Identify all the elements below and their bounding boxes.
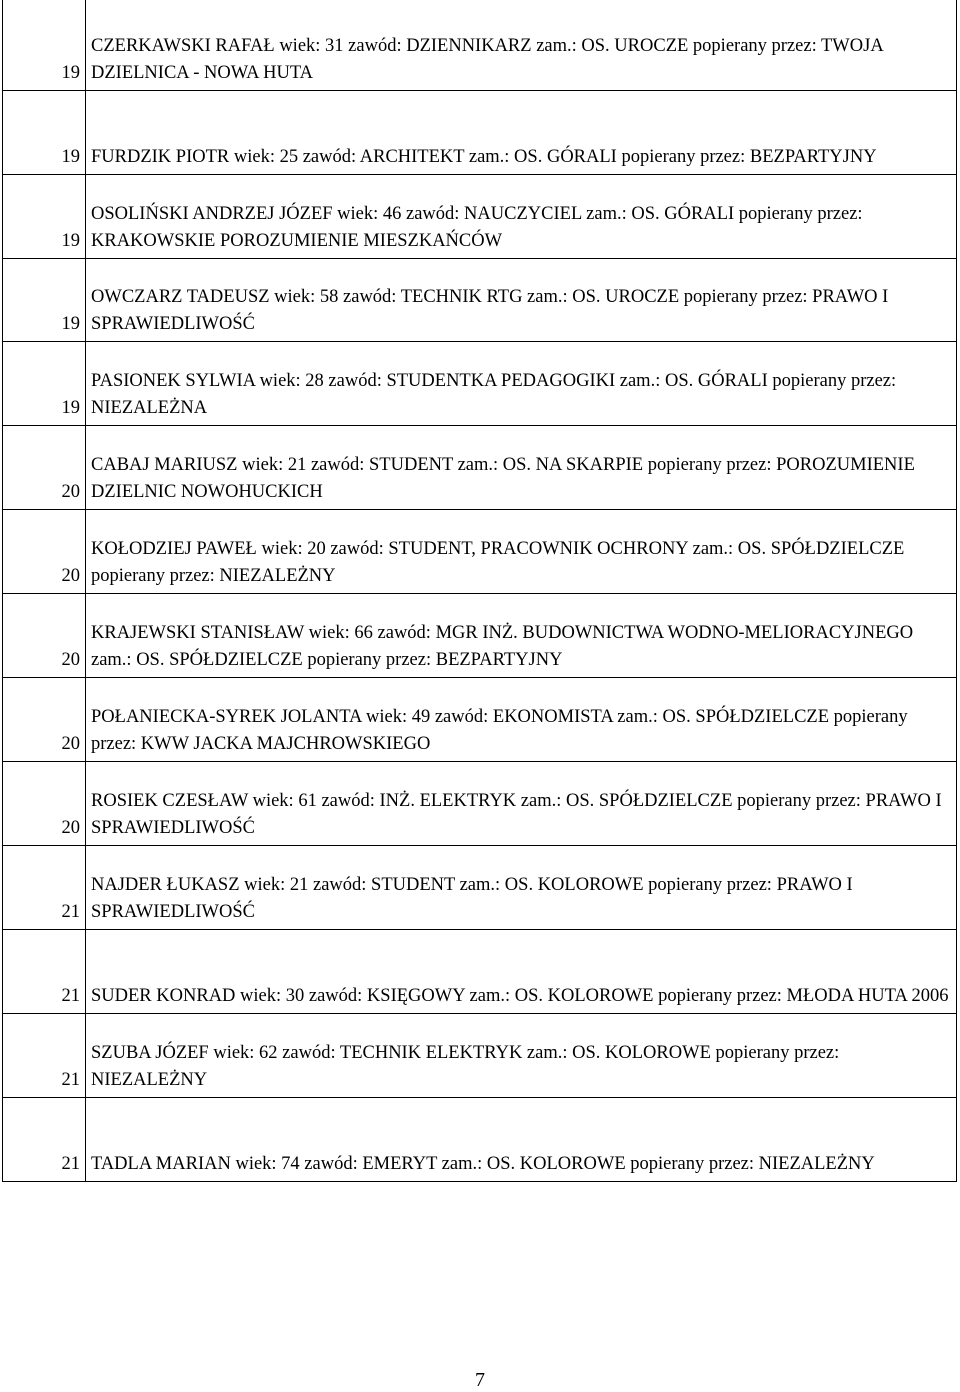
candidate-text: SUDER KONRAD wiek: 30 zawód: KSIĘGOWY zam.: OS. KOLOROWE popierany przez: MŁODA HUTA 2006	[91, 985, 949, 1006]
district-number: 21	[3, 1013, 86, 1097]
district-number: 20	[3, 425, 86, 509]
table-row	[3, 174, 957, 258]
candidate-text: TADLA MARIAN wiek: 74 zawód: EMERYT zam.: OS. KOLOROWE popierany przez: NIEZALEŻNY	[91, 1153, 875, 1174]
candidate-text: KRAJEWSKI STANISŁAW wiek: 66 zawód: MGR INŻ. BUDOWNICTWA WODNO-MELIORACYJNEGO zam.: OS. SPÓŁDZIELCZE popierany przez: BEZPARTYJNY	[91, 622, 914, 670]
table-row	[3, 593, 957, 677]
candidate-description	[86, 258, 957, 341]
candidate-description	[86, 174, 957, 258]
candidate-description	[86, 845, 957, 929]
candidate-description	[86, 761, 957, 845]
candidate-description	[86, 90, 957, 174]
district-number: 19	[3, 0, 86, 90]
page-number: 7	[475, 1369, 485, 1391]
table-row	[3, 1013, 957, 1097]
candidate-text: POŁANIECKA-SYREK JOLANTA wiek: 49 zawód: EKONOMISTA zam.: OS. SPÓŁDZIELCZE popierany przez: KWW JACKA MAJCHROWSKIEGO	[91, 706, 908, 754]
candidate-description	[86, 0, 957, 90]
district-number: 20	[3, 593, 86, 677]
candidate-text: ROSIEK CZESŁAW wiek: 61 zawód: INŻ. ELEKTRYK zam.: OS. SPÓŁDZIELCZE popierany przez: PRAWO I SPRAWIEDLIWOŚĆ	[91, 790, 942, 838]
table-row	[3, 509, 957, 593]
table-row	[3, 677, 957, 761]
district-number: 19	[3, 258, 86, 341]
candidate-text: KOŁODZIEJ PAWEŁ wiek: 20 zawód: STUDENT, PRACOWNIK OCHRONY zam.: OS. SPÓŁDZIELCZE popierany przez: NIEZALEŻNY	[91, 538, 905, 586]
district-number: 19	[3, 174, 86, 258]
candidate-description	[86, 677, 957, 761]
candidate-description	[86, 425, 957, 509]
district-number: 19	[3, 341, 86, 425]
district-number: 20	[3, 677, 86, 761]
district-number: 19	[3, 90, 86, 174]
candidate-text: CZERKAWSKI RAFAŁ wiek: 31 zawód: DZIENNIKARZ zam.: OS. UROCZE popierany przez: TWOJA DZIELNICA - NOWA HUTA	[91, 35, 883, 83]
district-number: 20	[3, 761, 86, 845]
candidate-table	[2, 0, 957, 1182]
table-row	[3, 1097, 957, 1181]
candidate-text: NAJDER ŁUKASZ wiek: 21 zawód: STUDENT zam.: OS. KOLOROWE popierany przez: PRAWO I SPRAWIEDLIWOŚĆ	[91, 874, 853, 922]
table-row	[3, 341, 957, 425]
table-row	[3, 761, 957, 845]
table-row	[3, 425, 957, 509]
district-number: 20	[3, 509, 86, 593]
candidate-description	[86, 1013, 957, 1097]
table-row	[3, 90, 957, 174]
candidate-text: OSOLIŃSKI ANDRZEJ JÓZEF wiek: 46 zawód: NAUCZYCIEL zam.: OS. GÓRALI popierany przez: KRAKOWSKIE POROZUMIENIE MIESZKAŃCÓW	[91, 203, 863, 251]
candidate-description	[86, 509, 957, 593]
candidate-text: SZUBA JÓZEF wiek: 62 zawód: TECHNIK ELEKTRYK zam.: OS. KOLOROWE popierany przez: NIEZALEŻNY	[91, 1042, 840, 1090]
candidate-text: PASIONEK SYLWIA wiek: 28 zawód: STUDENTKA PEDAGOGIKI zam.: OS. GÓRALI popierany przez: NIEZALEŻNA	[91, 370, 897, 418]
district-number: 21	[3, 845, 86, 929]
district-number: 21	[3, 929, 86, 1013]
table-row	[3, 258, 957, 341]
candidate-text: CABAJ MARIUSZ wiek: 21 zawód: STUDENT zam.: OS. NA SKARPIE popierany przez: POROZUMIENIE DZIELNIC NOWOHUCKICH	[91, 454, 915, 502]
table-row	[3, 845, 957, 929]
table-row	[3, 929, 957, 1013]
candidate-description	[86, 341, 957, 425]
candidate-description	[86, 929, 957, 1013]
table-row	[3, 0, 957, 90]
candidate-text: OWCZARZ TADEUSZ wiek: 58 zawód: TECHNIK RTG zam.: OS. UROCZE popierany przez: PRAWO I SPRAWIEDLIWOŚĆ	[91, 286, 889, 334]
candidate-description	[86, 1097, 957, 1181]
candidate-text: FURDZIK PIOTR wiek: 25 zawód: ARCHITEKT zam.: OS. GÓRALI popierany przez: BEZPARTYJNY	[91, 146, 877, 167]
candidate-description	[86, 593, 957, 677]
district-number: 21	[3, 1097, 86, 1181]
